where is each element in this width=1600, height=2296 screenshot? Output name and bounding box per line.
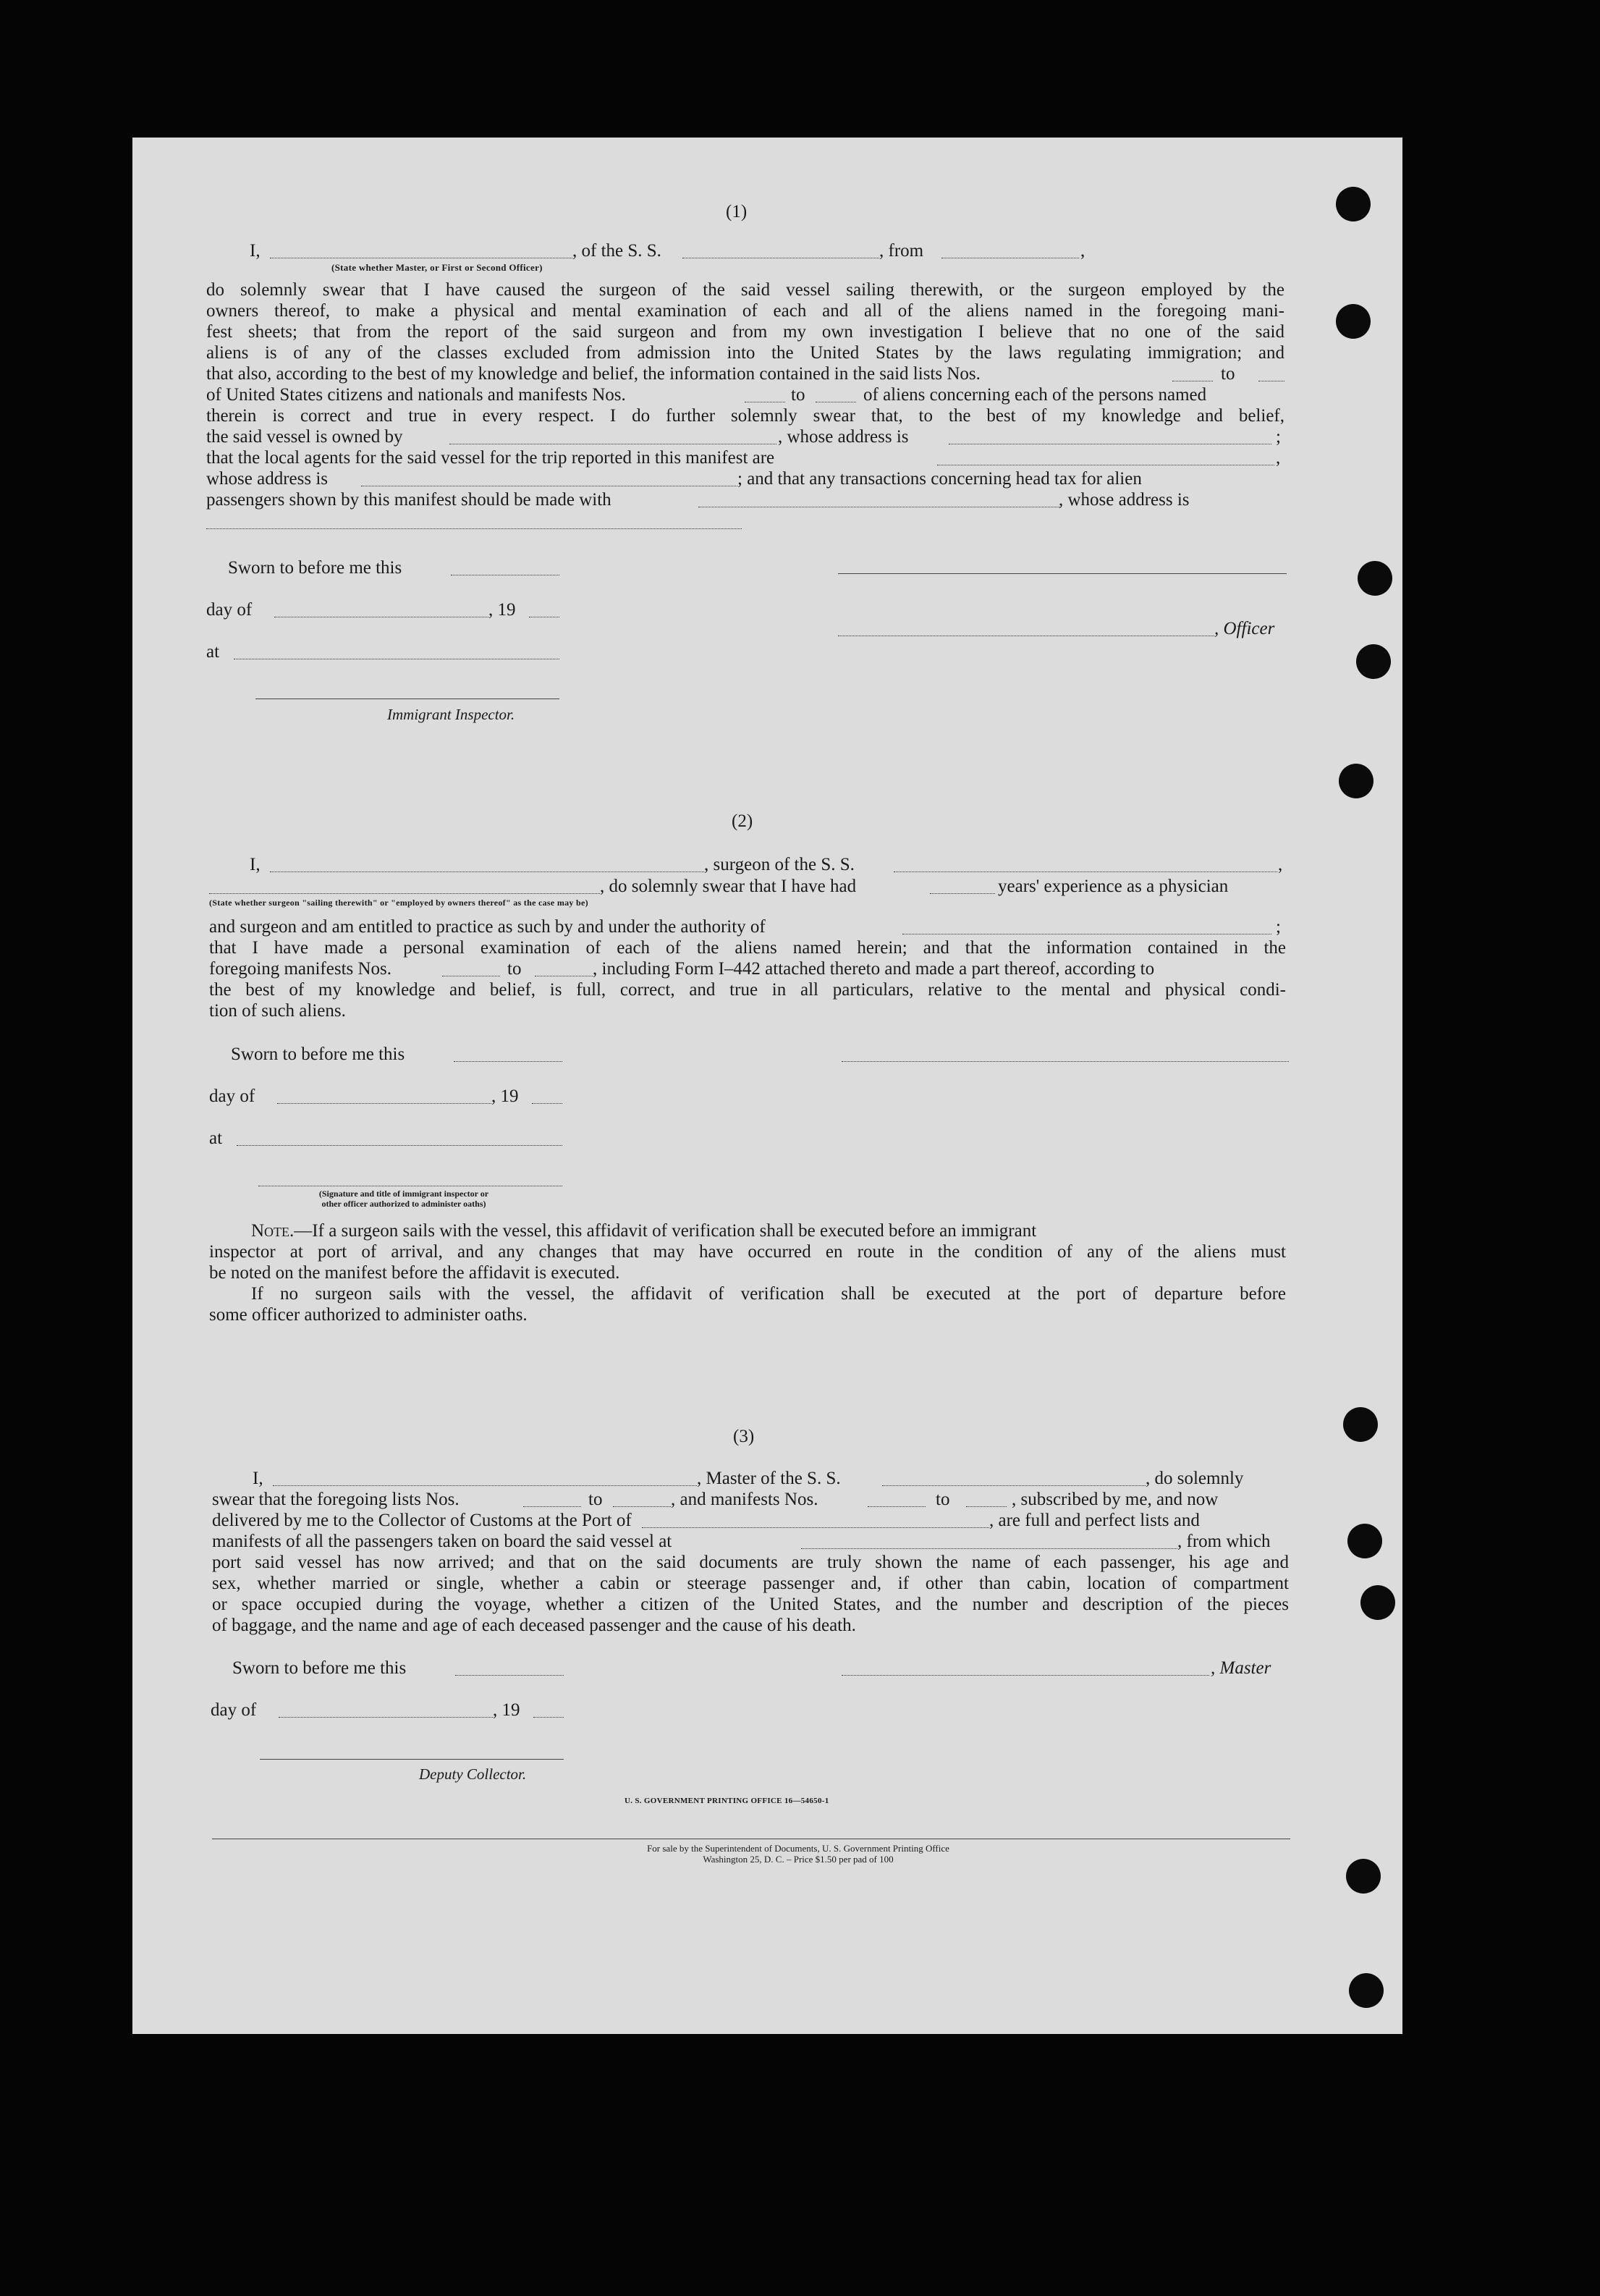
s2-line4: that I have made a personal examination of each of the aliens named herein; and that the information contained in the (209, 938, 1286, 958)
s1-at: at (206, 642, 220, 662)
s2-line5-rest: , including Form I–442 attached thereto and made a part thereof, according to (593, 959, 1155, 979)
s3-month-blank[interactable] (279, 1717, 493, 1718)
s1-line10-comma: , (1276, 448, 1281, 468)
binder-hole (1347, 1524, 1382, 1558)
s2-line2-swear: , do solemnly swear that I have had (600, 877, 857, 896)
s2-years-blank[interactable] (930, 893, 995, 894)
s3-line3: delivered by me to the Collector of Customs at the Port of (212, 1511, 632, 1530)
s1-line1-from: , from (879, 241, 924, 261)
s3-master-label: , Master (1211, 1658, 1271, 1678)
s2-note-line1 (251, 1220, 1036, 1242)
s2-note-line4: If no surgeon sails with the vessel, the affidavit of verification shall be executed at the port of departure before (251, 1284, 1286, 1304)
s2-line5-to: to (507, 959, 522, 979)
s3-year-blank[interactable] (533, 1717, 564, 1718)
s3-collector-label: Deputy Collector. (419, 1765, 527, 1783)
s1-line4: fest sheets; that from the report of the said surgeon and from my own investigation I believe that no one of the said (206, 322, 1284, 342)
s2-year-label: , 19 (491, 1086, 519, 1106)
binder-hole (1349, 1973, 1384, 2008)
s2-at-blank[interactable] (237, 1145, 562, 1146)
s2-line1-comma: , (1278, 855, 1283, 874)
binder-hole (1346, 1859, 1381, 1894)
s3-line1-rest: , do solemnly (1146, 1469, 1244, 1488)
gpo-imprint: U. S. GOVERNMENT PRINTING OFFICE 16—54650-1 (625, 1797, 829, 1805)
s1-line6: that also, according to the best of my knowledge and belief, the information contained in the said lists Nos. (206, 364, 981, 384)
s1-line12-address: , whose address is (1059, 490, 1190, 510)
s3-line4: manifests of all the passengers taken on board the said vessel at (212, 1532, 672, 1551)
s2-sworn-day-blank[interactable] (454, 1061, 562, 1062)
s1-line1-i: I, (250, 241, 261, 261)
s2-line1-ss: , surgeon of the S. S. (704, 855, 855, 874)
s2-name-blank[interactable] (270, 871, 704, 872)
s3-line1-ss: , Master of the S. S. (697, 1469, 841, 1488)
s1-headtax-address-blank[interactable] (206, 528, 742, 529)
s2-sworn: Sworn to before me this (231, 1044, 405, 1064)
s1-line8: therein is correct and true in every respect. I do further solemnly swear that, to the best of my knowledge and belief, (206, 406, 1284, 426)
s2-sig-note-1: (Signature and title of immigrant inspector or (318, 1189, 489, 1199)
s3-line8: of baggage, and the name and age of each deceased passenger and the cause of his death. (212, 1616, 856, 1635)
binder-hole (1356, 644, 1391, 679)
binder-hole (1336, 304, 1371, 339)
s1-line9-semicolon: ; (1276, 427, 1281, 447)
s1-line1-comma: , (1080, 241, 1085, 261)
s2-line5: foregoing manifests Nos. (209, 959, 392, 979)
footer-line2: Washington 25, D. C. – Price $1.50 per pad of 100 (703, 1854, 894, 1865)
s2-ship-blank[interactable] (894, 871, 1277, 872)
s1-line6-to: to (1221, 364, 1235, 384)
s2-signature-line[interactable] (842, 1061, 1289, 1062)
s2-line1-i: I, (250, 855, 261, 874)
s1-line11-rest: ; and that any transactions concerning head tax for alien (737, 469, 1142, 489)
s1-line10: that the local agents for the said vessel for the trip reported in this manifest are (206, 448, 775, 468)
s3-line5: port said vessel has now arrived; and that on the said documents are truly shown the name of each passenger, his age and (212, 1553, 1289, 1572)
section-2-number: (2) (732, 811, 753, 831)
s2-line3-semicolon: ; (1276, 917, 1281, 937)
s1-line2: do solemnly swear that I have caused the surgeon of the said vessel sailing therewith, or the surgeon employed by the (206, 280, 1284, 300)
s1-dayof: day of (206, 600, 253, 620)
s3-line2-manifests: , and manifests Nos. (671, 1490, 818, 1509)
s2-line3: and surgeon and am entitled to practice as such by and under the authority of (209, 917, 766, 937)
s2-note-label: Note. (251, 1221, 295, 1241)
s2-year-blank[interactable] (532, 1103, 562, 1104)
s3-manifests-from-blank[interactable] (868, 1506, 926, 1507)
s3-year-label: , 19 (493, 1700, 520, 1720)
s3-line7: or space occupied during the voyage, whether a citizen of the United States, and the number and description of the pieces (212, 1595, 1289, 1614)
binder-hole (1360, 1585, 1395, 1620)
s2-note-1-text: —If a surgeon sails with the vessel, this affidavit of verification shall be executed before an immigrant (294, 1221, 1037, 1241)
s1-line11: whose address is (206, 469, 329, 489)
s2-note-line2: inspector at port of arrival, and any changes that may have occurred en route in the condition of any of the aliens must (209, 1242, 1286, 1262)
s3-line2-to2: to (936, 1490, 950, 1509)
s3-sworn-day-blank[interactable] (455, 1675, 564, 1676)
binder-hole (1339, 764, 1373, 798)
s3-ship-blank[interactable] (882, 1485, 1146, 1486)
s3-departure-blank[interactable] (801, 1548, 1177, 1549)
s3-master-blank[interactable] (842, 1675, 1209, 1676)
s3-port-blank[interactable] (642, 1527, 989, 1528)
s1-inspector-label: Immigrant Inspector. (387, 706, 515, 723)
s1-rank-note: (State whether Master, or First or Second Officer) (331, 262, 543, 273)
s2-line6: the best of my knowledge and belief, is full, correct, and true in all particulars, relative to the mental and physical condi- (209, 980, 1286, 1000)
s2-status-blank[interactable] (209, 893, 600, 894)
section-3-number: (3) (733, 1427, 755, 1446)
s1-line7: of United States citizens and nationals and manifests Nos. (206, 385, 626, 405)
s1-officer-label: , Officer (1214, 619, 1275, 638)
s2-line2-rest: years' experience as a physician (998, 877, 1229, 896)
binder-hole (1358, 561, 1392, 596)
s3-line2: swear that the foregoing lists Nos. (212, 1490, 460, 1509)
section-1-number: (1) (726, 202, 748, 221)
form-page (132, 138, 1402, 2034)
s1-year-label: , 19 (488, 600, 516, 620)
s3-line4-rest: , from which (1177, 1532, 1271, 1551)
binder-hole (1343, 1407, 1378, 1442)
s2-status-note: (State whether surgeon "sailing therewith" or "employed by owners thereof" as the case may be) (209, 898, 588, 908)
s2-at: at (209, 1128, 223, 1148)
s3-manifests-to-blank[interactable] (966, 1506, 1007, 1507)
s2-month-blank[interactable] (277, 1103, 491, 1104)
s1-line12: passengers shown by this manifest should be made with (206, 490, 611, 510)
s1-line5: aliens is of any of the classes excluded from admission into the United States by the laws regulating immigration; and (206, 343, 1284, 363)
s3-line3-rest: , are full and perfect lists and (989, 1511, 1200, 1530)
s3-lists-from-blank[interactable] (523, 1506, 581, 1507)
s3-collector-line[interactable] (260, 1759, 564, 1760)
s1-inspector-line[interactable] (255, 698, 559, 699)
s3-name-blank[interactable] (273, 1485, 697, 1486)
s3-line2-rest: , subscribed by me, and now (1012, 1490, 1219, 1509)
binder-hole (1336, 187, 1371, 221)
s1-line7-rest: of aliens concerning each of the persons named (863, 385, 1207, 405)
s3-line2-to: to (588, 1490, 603, 1509)
s2-note-line5: some officer authorized to administer oaths. (209, 1305, 528, 1325)
s3-line1-i: I, (253, 1469, 263, 1488)
s1-line1-ss: , of the S. S. (572, 241, 661, 261)
s3-lists-to-blank[interactable] (613, 1506, 671, 1507)
s2-sig-note-2: other officer authorized to administer oaths) (321, 1199, 486, 1209)
s1-line9: the said vessel is owned by (206, 427, 403, 447)
footer-line1: For sale by the Superintendent of Documents, U. S. Government Printing Office (647, 1843, 949, 1854)
s2-note-line3: be noted on the manifest before the affidavit is executed. (209, 1263, 620, 1283)
s3-sworn: Sworn to before me this (232, 1658, 407, 1678)
s3-line6: sex, whether married or single, whether a cabin or steerage passenger and, if other than cabin, location of compartment (212, 1574, 1289, 1593)
s1-line9-address: , whose address is (778, 427, 909, 447)
s1-line7-to: to (791, 385, 805, 405)
s2-line7: tion of such aliens. (209, 1001, 346, 1021)
s1-sworn: Sworn to before me this (228, 558, 402, 578)
s1-signature-line[interactable] (838, 573, 1287, 574)
s1-line3: owners thereof, to make a physical and mental examination of each and all of the aliens named in the foregoing mani- (206, 301, 1284, 321)
s3-dayof: day of (211, 1700, 257, 1720)
s2-dayof: day of (209, 1086, 255, 1106)
